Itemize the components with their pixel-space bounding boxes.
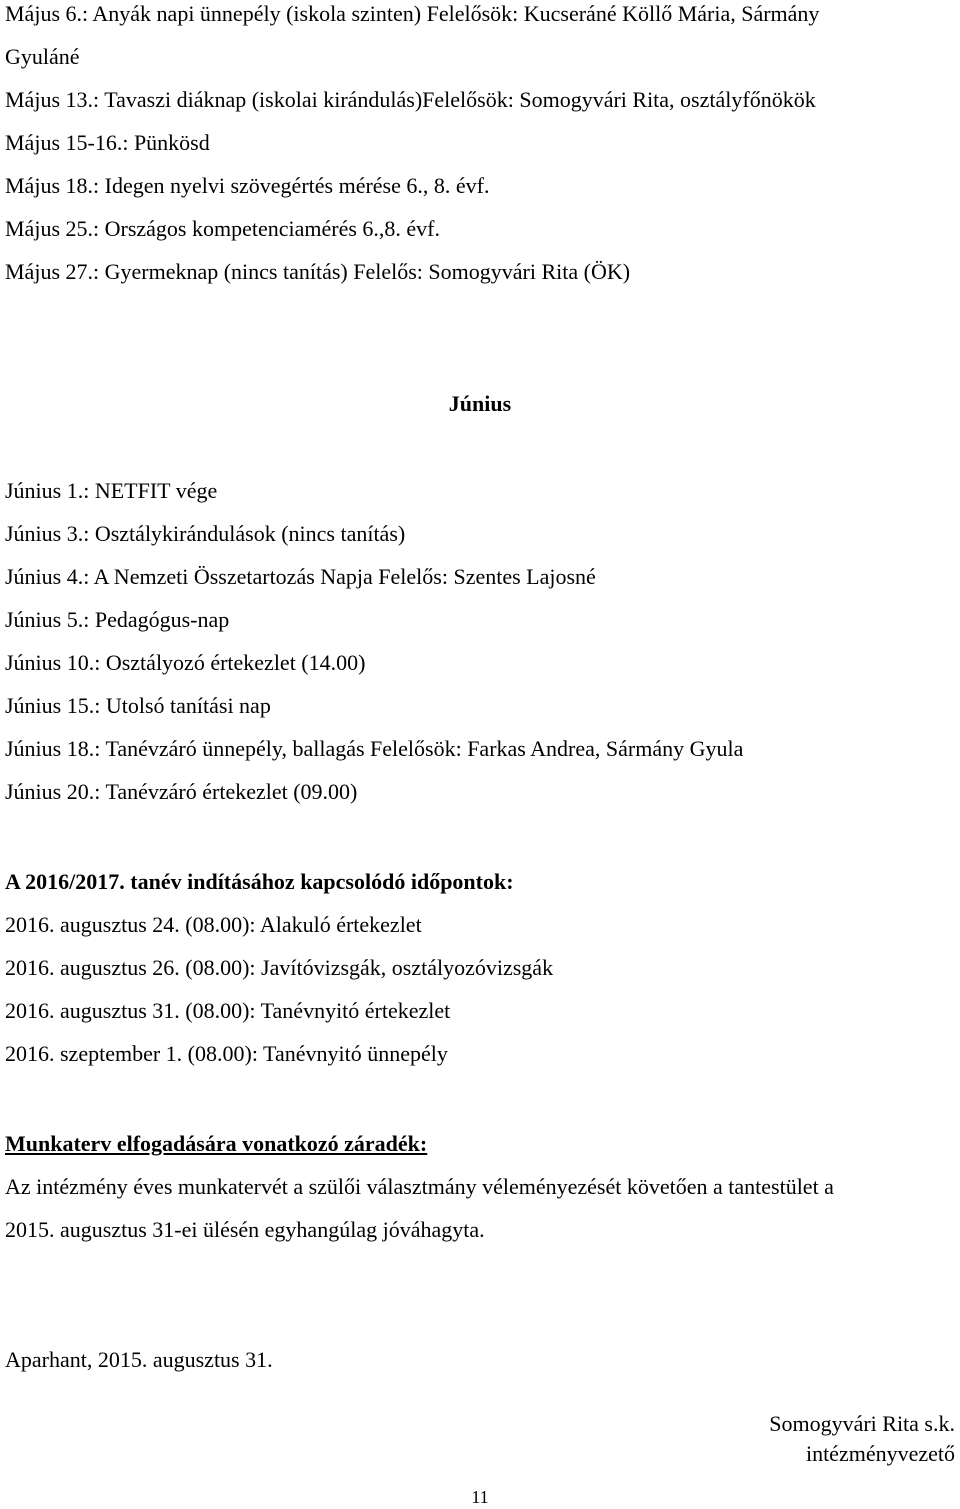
may-line-4: Május 15-16.: Pünkösd — [5, 130, 210, 155]
may-line-6: Május 25.: Országos kompetenciamérés 6.,8. évf. — [5, 216, 440, 241]
clause-heading: Munkaterv elfogadására vonatkozó záradék: — [5, 1131, 428, 1156]
start-line-3: 2016. augusztus 31. (08.00): Tanévnyitó értekezlet — [5, 998, 451, 1023]
june-line-7: Június 18.: Tanévzáró ünnepély, ballagás Felelősök: Farkas Andrea, Sármány Gyula — [5, 736, 744, 761]
signature-name: Somogyvári Rita s.k. — [769, 1411, 955, 1436]
start-heading: A 2016/2017. tanév indításához kapcsolódó időpontok: — [5, 869, 514, 894]
signature-title: intézményvezető — [805, 1441, 955, 1466]
place-date: Aparhant, 2015. augusztus 31. — [5, 1347, 273, 1372]
june-line-2: Június 3.: Osztálykirándulások (nincs tanítás) — [5, 521, 406, 546]
start-line-2: 2016. augusztus 26. (08.00): Javítóvizsgák, osztályozóvizsgák — [5, 955, 554, 980]
may-line-3: Május 13.: Tavaszi diáknap (iskolai kirándulás)Felelősök: Somogyvári Rita, osztályfőnökök — [5, 87, 816, 112]
june-line-4: Június 5.: Pedagógus-nap — [5, 607, 230, 632]
page-number: 11 — [471, 1487, 489, 1507]
june-line-8: Június 20.: Tanévzáró értekezlet (09.00) — [5, 779, 358, 804]
june-heading: Június — [448, 391, 512, 416]
start-line-4: 2016. szeptember 1. (08.00): Tanévnyitó ünnepély — [5, 1041, 448, 1066]
start-line-1: 2016. augusztus 24. (08.00): Alakuló értekezlet — [5, 912, 422, 937]
may-line-1: Május 6.: Anyák napi ünnepély (iskola szinten) Felelősök: Kucseráné Köllő Mária, Sármány — [5, 1, 820, 26]
june-line-6: Június 15.: Utolsó tanítási nap — [5, 693, 271, 718]
may-line-5: Május 18.: Idegen nyelvi szövegértés mérése 6., 8. évf. — [5, 173, 490, 198]
clause-line-1: Az intézmény éves munkatervét a szülői választmány véleményezését követően a tantestület a — [5, 1174, 834, 1199]
june-line-1: Június 1.: NETFIT vége — [5, 478, 218, 503]
june-line-3: Június 4.: A Nemzeti Összetartozás Napja Felelős: Szentes Lajosné — [5, 564, 596, 589]
may-line-7: Május 27.: Gyermeknap (nincs tanítás) Felelős: Somogyvári Rita (ÖK) — [5, 259, 631, 284]
june-line-5: Június 10.: Osztályozó értekezlet (14.00) — [5, 650, 366, 675]
may-line-2: Gyuláné — [5, 44, 80, 69]
clause-line-2: 2015. augusztus 31-ei ülésén egyhangúlag jóváhagyta. — [5, 1217, 485, 1242]
